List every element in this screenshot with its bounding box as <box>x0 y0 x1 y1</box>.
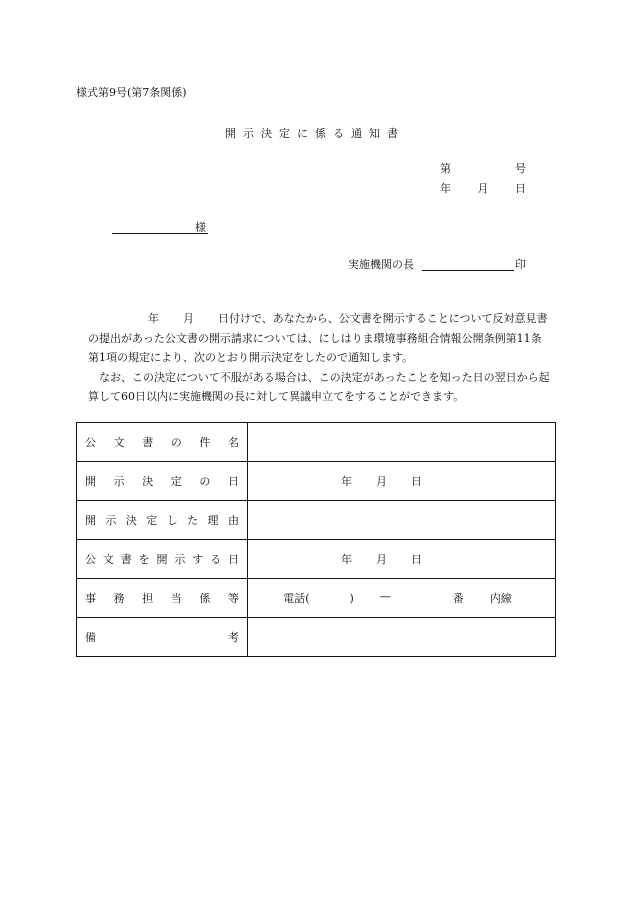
row-label-subject: 公 文 書 の 件 名 <box>85 436 239 449</box>
intro-text: 日付けで、あなたから、公文書を開示することについて反対意見書の提出があった公文書の開示請求については、にしはりま環境事務組合情報公開条例第11条第1項の規定により、次のとおり開示決定をしたので通知します。 <box>88 312 548 364</box>
table-row <box>77 579 556 618</box>
table-row <box>77 462 556 501</box>
row-label-reason: 開 示 決 定 し た 理 由 <box>85 514 239 527</box>
document-date-line <box>440 180 526 196</box>
date-year: 年 <box>440 182 451 195</box>
row-value-decision-date: 年 月 日 <box>248 462 556 501</box>
row-label-decision-date: 開 示 決 定 の 日 <box>85 475 239 488</box>
issuer-name-underline <box>422 270 514 271</box>
intro-year: 年 <box>148 312 159 325</box>
addressee-line <box>112 219 208 234</box>
row-label-contact: 事 務 担 当 係 等 <box>85 592 239 605</box>
table-row <box>77 618 556 657</box>
date-month: 月 <box>477 182 489 195</box>
intro-month: 月 <box>183 312 194 325</box>
table-row <box>77 423 556 462</box>
document-number-line <box>440 160 526 176</box>
date-day: 日 <box>515 182 526 195</box>
row-value-disclosure-date: 年 月 日 <box>248 540 556 579</box>
document-title: 開示決定に係る通知書 <box>225 127 405 140</box>
row-value-reason <box>248 501 556 540</box>
disclosure-info-table <box>76 422 556 657</box>
number-prefix: 第 <box>440 162 451 175</box>
table-row <box>77 501 556 540</box>
notice-intro-paragraph <box>88 309 550 368</box>
row-value-remarks <box>248 618 556 657</box>
addressee-honorific: 様 <box>195 221 206 234</box>
issuer-line <box>348 256 526 272</box>
form-number-label: 様式第9号(第7条関係) <box>76 86 187 99</box>
row-label-remarks: 備 考 <box>85 631 239 644</box>
notice-appeal-paragraph: なお、この決定について不服がある場合は、この決定があったことを知った日の翌日から起算して60日以内に実施機関の長に対して異議申立てをすることができます。 <box>88 370 550 403</box>
table-row <box>77 540 556 579</box>
row-label-disclosure-date: 公 文 書 を 開 示 す る 日 <box>85 553 239 566</box>
issuer-label: 実施機関の長 <box>348 258 414 271</box>
notice-body <box>88 309 550 407</box>
seal-mark: 印 <box>515 258 526 271</box>
row-value-subject <box>248 423 556 462</box>
number-suffix: 号 <box>515 162 526 175</box>
row-value-contact: 電話( ) — 番 内線 <box>248 579 556 618</box>
